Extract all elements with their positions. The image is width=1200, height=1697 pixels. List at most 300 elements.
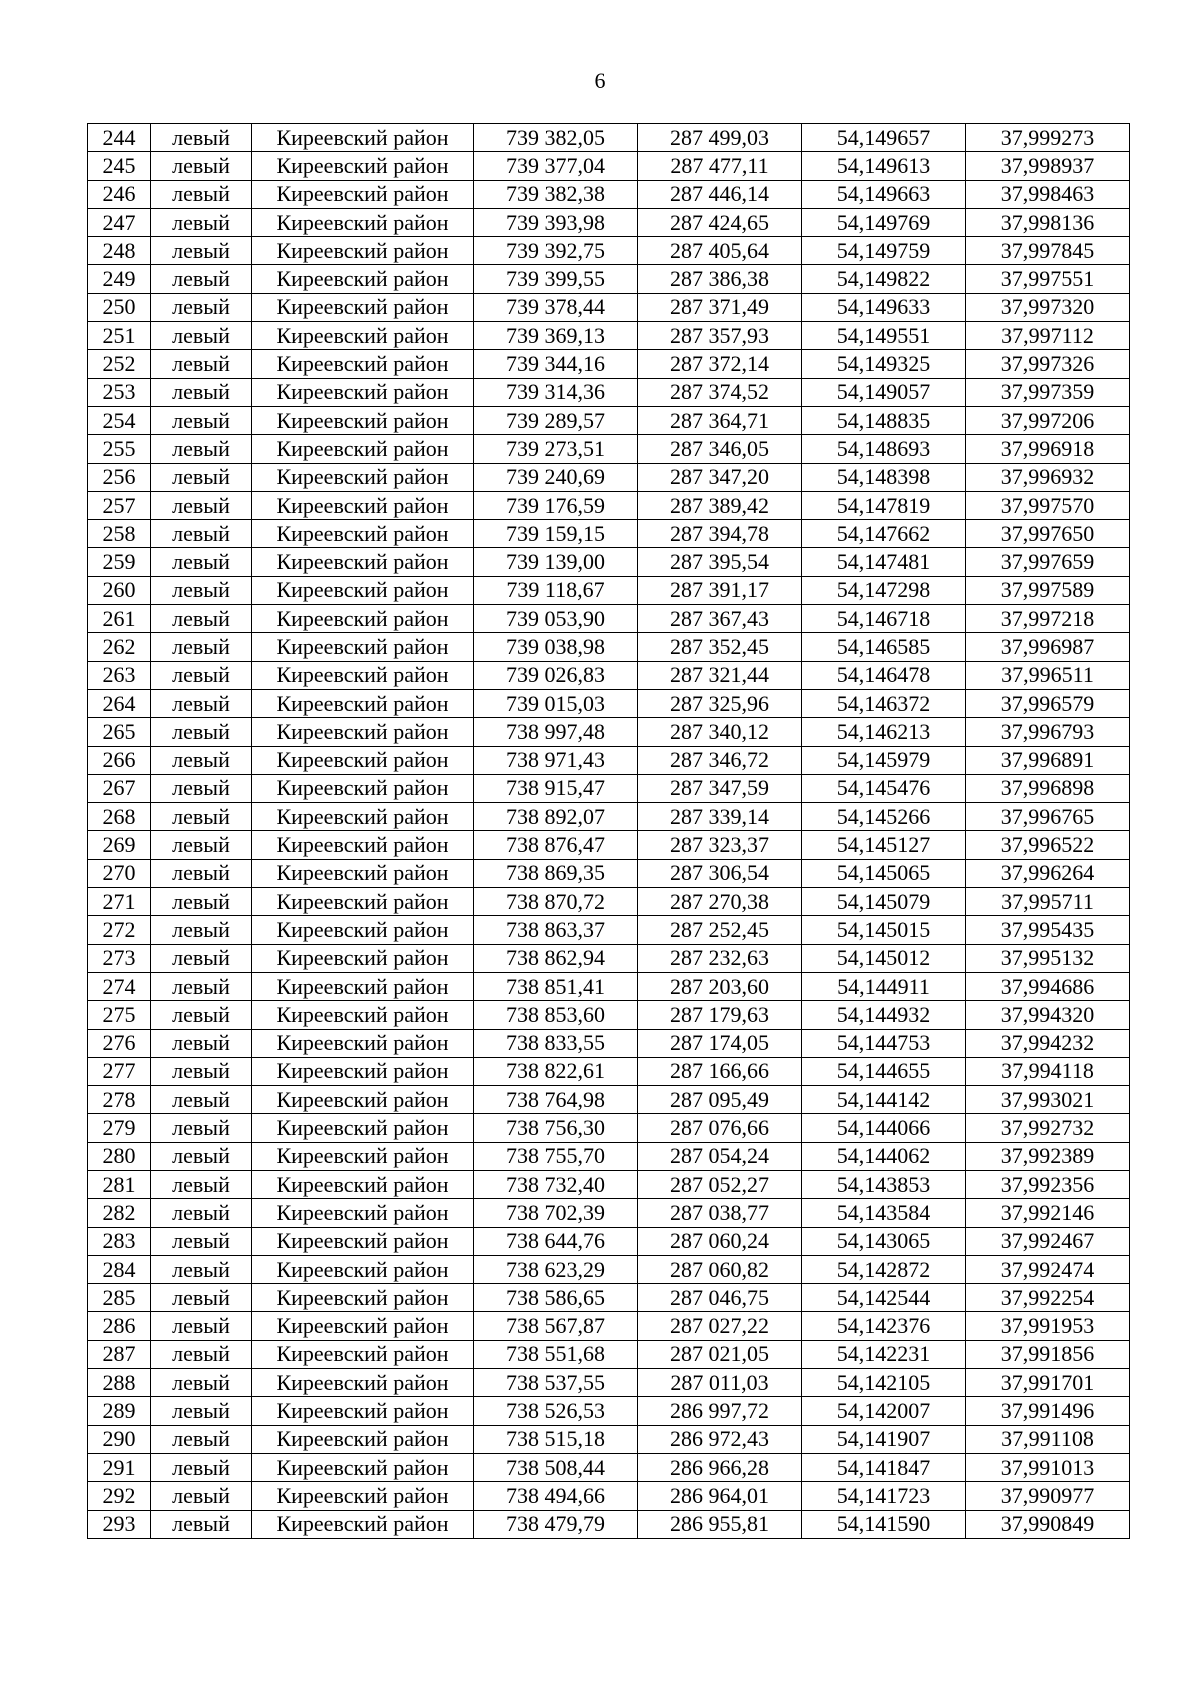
coord-x-cell: 739 159,15 [474, 520, 638, 548]
longitude-cell: 37,994118 [966, 1057, 1130, 1085]
coord-y-cell: 287 076,66 [638, 1114, 802, 1142]
latitude-cell: 54,141847 [802, 1453, 966, 1481]
table-row [88, 1029, 1130, 1057]
point-number-cell: 278 [88, 1086, 151, 1114]
district-cell: Киреевский район [252, 265, 474, 293]
coord-y-cell: 287 203,60 [638, 972, 802, 1000]
point-number-cell: 255 [88, 435, 151, 463]
latitude-cell: 54,149551 [802, 322, 966, 350]
point-number-cell: 259 [88, 548, 151, 576]
table-row [88, 180, 1130, 208]
coord-y-cell: 287 270,38 [638, 888, 802, 916]
longitude-cell: 37,997845 [966, 237, 1130, 265]
coord-x-cell: 739 289,57 [474, 406, 638, 434]
latitude-cell: 54,145015 [802, 916, 966, 944]
district-cell: Киреевский район [252, 180, 474, 208]
coord-y-cell: 287 052,27 [638, 1170, 802, 1198]
latitude-cell: 54,144066 [802, 1114, 966, 1142]
coord-x-cell: 739 399,55 [474, 265, 638, 293]
latitude-cell: 54,141590 [802, 1510, 966, 1538]
longitude-cell: 37,992146 [966, 1199, 1130, 1227]
longitude-cell: 37,992732 [966, 1114, 1130, 1142]
longitude-cell: 37,993021 [966, 1086, 1130, 1114]
table-row [88, 378, 1130, 406]
bank-side-cell: левый [151, 1227, 252, 1255]
bank-side-cell: левый [151, 322, 252, 350]
longitude-cell: 37,990849 [966, 1510, 1130, 1538]
bank-side-cell: левый [151, 1029, 252, 1057]
longitude-cell: 37,997218 [966, 605, 1130, 633]
coord-y-cell: 287 394,78 [638, 520, 802, 548]
coord-x-cell: 738 764,98 [474, 1086, 638, 1114]
point-number-cell: 287 [88, 1340, 151, 1368]
point-number-cell: 283 [88, 1227, 151, 1255]
bank-side-cell: левый [151, 1199, 252, 1227]
coord-y-cell: 287 499,03 [638, 124, 802, 152]
point-number-cell: 254 [88, 406, 151, 434]
bank-side-cell: левый [151, 888, 252, 916]
longitude-cell: 37,992356 [966, 1170, 1130, 1198]
point-number-cell: 290 [88, 1425, 151, 1453]
coord-y-cell: 287 424,65 [638, 208, 802, 236]
coord-y-cell: 287 347,59 [638, 774, 802, 802]
longitude-cell: 37,994232 [966, 1029, 1130, 1057]
district-cell: Киреевский район [252, 520, 474, 548]
table-row [88, 152, 1130, 180]
coord-x-cell: 738 551,68 [474, 1340, 638, 1368]
coord-x-cell: 739 038,98 [474, 633, 638, 661]
latitude-cell: 54,145266 [802, 803, 966, 831]
longitude-cell: 37,991953 [966, 1312, 1130, 1340]
point-number-cell: 280 [88, 1142, 151, 1170]
longitude-cell: 37,996987 [966, 633, 1130, 661]
point-number-cell: 282 [88, 1199, 151, 1227]
longitude-cell: 37,996522 [966, 831, 1130, 859]
district-cell: Киреевский район [252, 1397, 474, 1425]
district-cell: Киреевский район [252, 1114, 474, 1142]
point-number-cell: 273 [88, 944, 151, 972]
longitude-cell: 37,992467 [966, 1227, 1130, 1255]
coord-y-cell: 287 446,14 [638, 180, 802, 208]
point-number-cell: 272 [88, 916, 151, 944]
table-row [88, 1170, 1130, 1198]
district-cell: Киреевский район [252, 1369, 474, 1397]
bank-side-cell: левый [151, 633, 252, 661]
coord-x-cell: 738 526,53 [474, 1397, 638, 1425]
table-row [88, 1510, 1130, 1538]
district-cell: Киреевский район [252, 1425, 474, 1453]
latitude-cell: 54,145476 [802, 774, 966, 802]
point-number-cell: 276 [88, 1029, 151, 1057]
longitude-cell: 37,992474 [966, 1255, 1130, 1283]
coord-y-cell: 287 477,11 [638, 152, 802, 180]
bank-side-cell: левый [151, 350, 252, 378]
latitude-cell: 54,143584 [802, 1199, 966, 1227]
latitude-cell: 54,145979 [802, 746, 966, 774]
bank-side-cell: левый [151, 916, 252, 944]
table-row [88, 1284, 1130, 1312]
bank-side-cell: левый [151, 435, 252, 463]
bank-side-cell: левый [151, 491, 252, 519]
point-number-cell: 270 [88, 859, 151, 887]
latitude-cell: 54,147298 [802, 576, 966, 604]
latitude-cell: 54,149613 [802, 152, 966, 180]
table-row [88, 888, 1130, 916]
table-row [88, 576, 1130, 604]
coord-y-cell: 287 011,03 [638, 1369, 802, 1397]
longitude-cell: 37,997650 [966, 520, 1130, 548]
bank-side-cell: левый [151, 1510, 252, 1538]
longitude-cell: 37,990977 [966, 1482, 1130, 1510]
table-row [88, 208, 1130, 236]
longitude-cell: 37,997659 [966, 548, 1130, 576]
table-row [88, 859, 1130, 887]
table-row [88, 520, 1130, 548]
table-row [88, 1199, 1130, 1227]
coord-x-cell: 739 393,98 [474, 208, 638, 236]
coordinates-table-body [88, 124, 1130, 1539]
coord-x-cell: 739 377,04 [474, 152, 638, 180]
district-cell: Киреевский район [252, 378, 474, 406]
district-cell: Киреевский район [252, 237, 474, 265]
latitude-cell: 54,144932 [802, 1001, 966, 1029]
point-number-cell: 249 [88, 265, 151, 293]
table-row [88, 293, 1130, 321]
district-cell: Киреевский район [252, 689, 474, 717]
coord-x-cell: 738 644,76 [474, 1227, 638, 1255]
table-row [88, 718, 1130, 746]
latitude-cell: 54,149663 [802, 180, 966, 208]
table-row [88, 124, 1130, 152]
coord-y-cell: 287 352,45 [638, 633, 802, 661]
bank-side-cell: левый [151, 746, 252, 774]
district-cell: Киреевский район [252, 548, 474, 576]
latitude-cell: 54,145127 [802, 831, 966, 859]
coord-x-cell: 738 876,47 [474, 831, 638, 859]
district-cell: Киреевский район [252, 661, 474, 689]
district-cell: Киреевский район [252, 718, 474, 746]
district-cell: Киреевский район [252, 1001, 474, 1029]
coord-x-cell: 738 971,43 [474, 746, 638, 774]
longitude-cell: 37,997206 [966, 406, 1130, 434]
coord-x-cell: 738 870,72 [474, 888, 638, 916]
table-row [88, 605, 1130, 633]
bank-side-cell: левый [151, 152, 252, 180]
coord-x-cell: 738 494,66 [474, 1482, 638, 1510]
bank-side-cell: левый [151, 208, 252, 236]
coord-x-cell: 739 273,51 [474, 435, 638, 463]
point-number-cell: 293 [88, 1510, 151, 1538]
district-cell: Киреевский район [252, 1510, 474, 1538]
coord-y-cell: 287 346,05 [638, 435, 802, 463]
bank-side-cell: левый [151, 293, 252, 321]
point-number-cell: 258 [88, 520, 151, 548]
coord-y-cell: 287 038,77 [638, 1199, 802, 1227]
bank-side-cell: левый [151, 237, 252, 265]
longitude-cell: 37,997326 [966, 350, 1130, 378]
coord-y-cell: 287 323,37 [638, 831, 802, 859]
bank-side-cell: левый [151, 774, 252, 802]
longitude-cell: 37,996264 [966, 859, 1130, 887]
table-row [88, 1086, 1130, 1114]
coord-x-cell: 739 015,03 [474, 689, 638, 717]
point-number-cell: 253 [88, 378, 151, 406]
coord-y-cell: 287 386,38 [638, 265, 802, 293]
point-number-cell: 275 [88, 1001, 151, 1029]
table-row [88, 1453, 1130, 1481]
table-row [88, 972, 1130, 1000]
point-number-cell: 284 [88, 1255, 151, 1283]
coord-y-cell: 287 357,93 [638, 322, 802, 350]
point-number-cell: 274 [88, 972, 151, 1000]
district-cell: Киреевский район [252, 1029, 474, 1057]
longitude-cell: 37,996793 [966, 718, 1130, 746]
table-row [88, 406, 1130, 434]
longitude-cell: 37,996932 [966, 463, 1130, 491]
coord-y-cell: 287 166,66 [638, 1057, 802, 1085]
coord-x-cell: 738 732,40 [474, 1170, 638, 1198]
coord-x-cell: 738 702,39 [474, 1199, 638, 1227]
district-cell: Киреевский район [252, 350, 474, 378]
bank-side-cell: левый [151, 972, 252, 1000]
point-number-cell: 262 [88, 633, 151, 661]
latitude-cell: 54,144655 [802, 1057, 966, 1085]
bank-side-cell: левый [151, 1312, 252, 1340]
coord-y-cell: 287 364,71 [638, 406, 802, 434]
table-row [88, 463, 1130, 491]
coord-y-cell: 287 325,96 [638, 689, 802, 717]
table-row [88, 1425, 1130, 1453]
point-number-cell: 289 [88, 1397, 151, 1425]
table-row [88, 774, 1130, 802]
coord-x-cell: 739 369,13 [474, 322, 638, 350]
point-number-cell: 269 [88, 831, 151, 859]
table-row [88, 435, 1130, 463]
coord-y-cell: 287 372,14 [638, 350, 802, 378]
latitude-cell: 54,146478 [802, 661, 966, 689]
table-row [88, 1397, 1130, 1425]
point-number-cell: 252 [88, 350, 151, 378]
latitude-cell: 54,141907 [802, 1425, 966, 1453]
table-row [88, 350, 1130, 378]
table-row [88, 1227, 1130, 1255]
coord-x-cell: 738 586,65 [474, 1284, 638, 1312]
latitude-cell: 54,141723 [802, 1482, 966, 1510]
point-number-cell: 250 [88, 293, 151, 321]
bank-side-cell: левый [151, 718, 252, 746]
longitude-cell: 37,996891 [966, 746, 1130, 774]
latitude-cell: 54,142105 [802, 1369, 966, 1397]
district-cell: Киреевский район [252, 406, 474, 434]
point-number-cell: 271 [88, 888, 151, 916]
table-row [88, 831, 1130, 859]
coord-x-cell: 738 869,35 [474, 859, 638, 887]
bank-side-cell: левый [151, 180, 252, 208]
bank-side-cell: левый [151, 605, 252, 633]
coord-x-cell: 738 997,48 [474, 718, 638, 746]
point-number-cell: 292 [88, 1482, 151, 1510]
district-cell: Киреевский район [252, 859, 474, 887]
district-cell: Киреевский район [252, 972, 474, 1000]
coord-x-cell: 738 537,55 [474, 1369, 638, 1397]
bank-side-cell: левый [151, 1057, 252, 1085]
longitude-cell: 37,991701 [966, 1369, 1130, 1397]
district-cell: Киреевский район [252, 124, 474, 152]
bank-side-cell: левый [151, 576, 252, 604]
coord-y-cell: 286 964,01 [638, 1482, 802, 1510]
coord-x-cell: 738 479,79 [474, 1510, 638, 1538]
page-number: 6 [594, 68, 606, 93]
point-number-cell: 251 [88, 322, 151, 350]
coord-x-cell: 738 567,87 [474, 1312, 638, 1340]
coord-y-cell: 287 405,64 [638, 237, 802, 265]
district-cell: Киреевский район [252, 1284, 474, 1312]
latitude-cell: 54,144062 [802, 1142, 966, 1170]
longitude-cell: 37,995711 [966, 888, 1130, 916]
coord-y-cell: 287 021,05 [638, 1340, 802, 1368]
longitude-cell: 37,997551 [966, 265, 1130, 293]
district-cell: Киреевский район [252, 746, 474, 774]
district-cell: Киреевский район [252, 1199, 474, 1227]
coord-x-cell: 739 118,67 [474, 576, 638, 604]
table-row [88, 237, 1130, 265]
coord-x-cell: 738 862,94 [474, 944, 638, 972]
latitude-cell: 54,146372 [802, 689, 966, 717]
coord-x-cell: 739 139,00 [474, 548, 638, 576]
point-number-cell: 247 [88, 208, 151, 236]
table-row [88, 1057, 1130, 1085]
latitude-cell: 54,149325 [802, 350, 966, 378]
latitude-cell: 54,149633 [802, 293, 966, 321]
coord-x-cell: 738 623,29 [474, 1255, 638, 1283]
bank-side-cell: левый [151, 124, 252, 152]
point-number-cell: 268 [88, 803, 151, 831]
bank-side-cell: левый [151, 831, 252, 859]
longitude-cell: 37,992389 [966, 1142, 1130, 1170]
latitude-cell: 54,149769 [802, 208, 966, 236]
longitude-cell: 37,991013 [966, 1453, 1130, 1481]
longitude-cell: 37,994686 [966, 972, 1130, 1000]
coord-y-cell: 287 252,45 [638, 916, 802, 944]
district-cell: Киреевский район [252, 491, 474, 519]
longitude-cell: 37,997570 [966, 491, 1130, 519]
latitude-cell: 54,142231 [802, 1340, 966, 1368]
coord-y-cell: 287 060,24 [638, 1227, 802, 1255]
latitude-cell: 54,147819 [802, 491, 966, 519]
coord-x-cell: 738 853,60 [474, 1001, 638, 1029]
coord-x-cell: 739 053,90 [474, 605, 638, 633]
coord-x-cell: 738 755,70 [474, 1142, 638, 1170]
district-cell: Киреевский район [252, 322, 474, 350]
bank-side-cell: левый [151, 1255, 252, 1283]
coord-x-cell: 739 240,69 [474, 463, 638, 491]
latitude-cell: 54,143853 [802, 1170, 966, 1198]
table-row [88, 916, 1130, 944]
bank-side-cell: левый [151, 1086, 252, 1114]
point-number-cell: 286 [88, 1312, 151, 1340]
district-cell: Киреевский район [252, 1170, 474, 1198]
district-cell: Киреевский район [252, 774, 474, 802]
coord-y-cell: 287 367,43 [638, 605, 802, 633]
bank-side-cell: левый [151, 1284, 252, 1312]
longitude-cell: 37,998937 [966, 152, 1130, 180]
table-row [88, 322, 1130, 350]
table-row [88, 1114, 1130, 1142]
bank-side-cell: левый [151, 463, 252, 491]
coord-y-cell: 287 027,22 [638, 1312, 802, 1340]
latitude-cell: 54,146585 [802, 633, 966, 661]
longitude-cell: 37,996511 [966, 661, 1130, 689]
longitude-cell: 37,998463 [966, 180, 1130, 208]
longitude-cell: 37,999273 [966, 124, 1130, 152]
district-cell: Киреевский район [252, 1227, 474, 1255]
table-row [88, 689, 1130, 717]
latitude-cell: 54,144142 [802, 1086, 966, 1114]
district-cell: Киреевский район [252, 435, 474, 463]
coord-y-cell: 287 306,54 [638, 859, 802, 887]
table-row [88, 265, 1130, 293]
point-number-cell: 261 [88, 605, 151, 633]
district-cell: Киреевский район [252, 1142, 474, 1170]
coord-y-cell: 287 340,12 [638, 718, 802, 746]
coord-x-cell: 739 314,36 [474, 378, 638, 406]
longitude-cell: 37,991496 [966, 1397, 1130, 1425]
latitude-cell: 54,149057 [802, 378, 966, 406]
latitude-cell: 54,148398 [802, 463, 966, 491]
latitude-cell: 54,149822 [802, 265, 966, 293]
latitude-cell: 54,147481 [802, 548, 966, 576]
district-cell: Киреевский район [252, 1255, 474, 1283]
coord-x-cell: 738 508,44 [474, 1453, 638, 1481]
point-number-cell: 288 [88, 1369, 151, 1397]
longitude-cell: 37,995132 [966, 944, 1130, 972]
coord-y-cell: 287 395,54 [638, 548, 802, 576]
latitude-cell: 54,144911 [802, 972, 966, 1000]
coord-y-cell: 287 321,44 [638, 661, 802, 689]
longitude-cell: 37,997589 [966, 576, 1130, 604]
table-row [88, 1255, 1130, 1283]
coord-y-cell: 287 060,82 [638, 1255, 802, 1283]
district-cell: Киреевский район [252, 888, 474, 916]
latitude-cell: 54,143065 [802, 1227, 966, 1255]
bank-side-cell: левый [151, 1425, 252, 1453]
point-number-cell: 291 [88, 1453, 151, 1481]
table-row [88, 944, 1130, 972]
point-number-cell: 277 [88, 1057, 151, 1085]
latitude-cell: 54,145012 [802, 944, 966, 972]
coord-y-cell: 286 955,81 [638, 1510, 802, 1538]
table-row [88, 1312, 1130, 1340]
bank-side-cell: левый [151, 1397, 252, 1425]
point-number-cell: 244 [88, 124, 151, 152]
point-number-cell: 257 [88, 491, 151, 519]
district-cell: Киреевский район [252, 1086, 474, 1114]
bank-side-cell: левый [151, 378, 252, 406]
coord-y-cell: 287 095,49 [638, 1086, 802, 1114]
district-cell: Киреевский район [252, 463, 474, 491]
longitude-cell: 37,997359 [966, 378, 1130, 406]
district-cell: Киреевский район [252, 1453, 474, 1481]
table-row [88, 633, 1130, 661]
coord-y-cell: 287 346,72 [638, 746, 802, 774]
coord-y-cell: 287 374,52 [638, 378, 802, 406]
latitude-cell: 54,148835 [802, 406, 966, 434]
table-row [88, 1369, 1130, 1397]
bank-side-cell: левый [151, 803, 252, 831]
coord-x-cell: 739 378,44 [474, 293, 638, 321]
bank-side-cell: левый [151, 859, 252, 887]
coord-y-cell: 286 997,72 [638, 1397, 802, 1425]
